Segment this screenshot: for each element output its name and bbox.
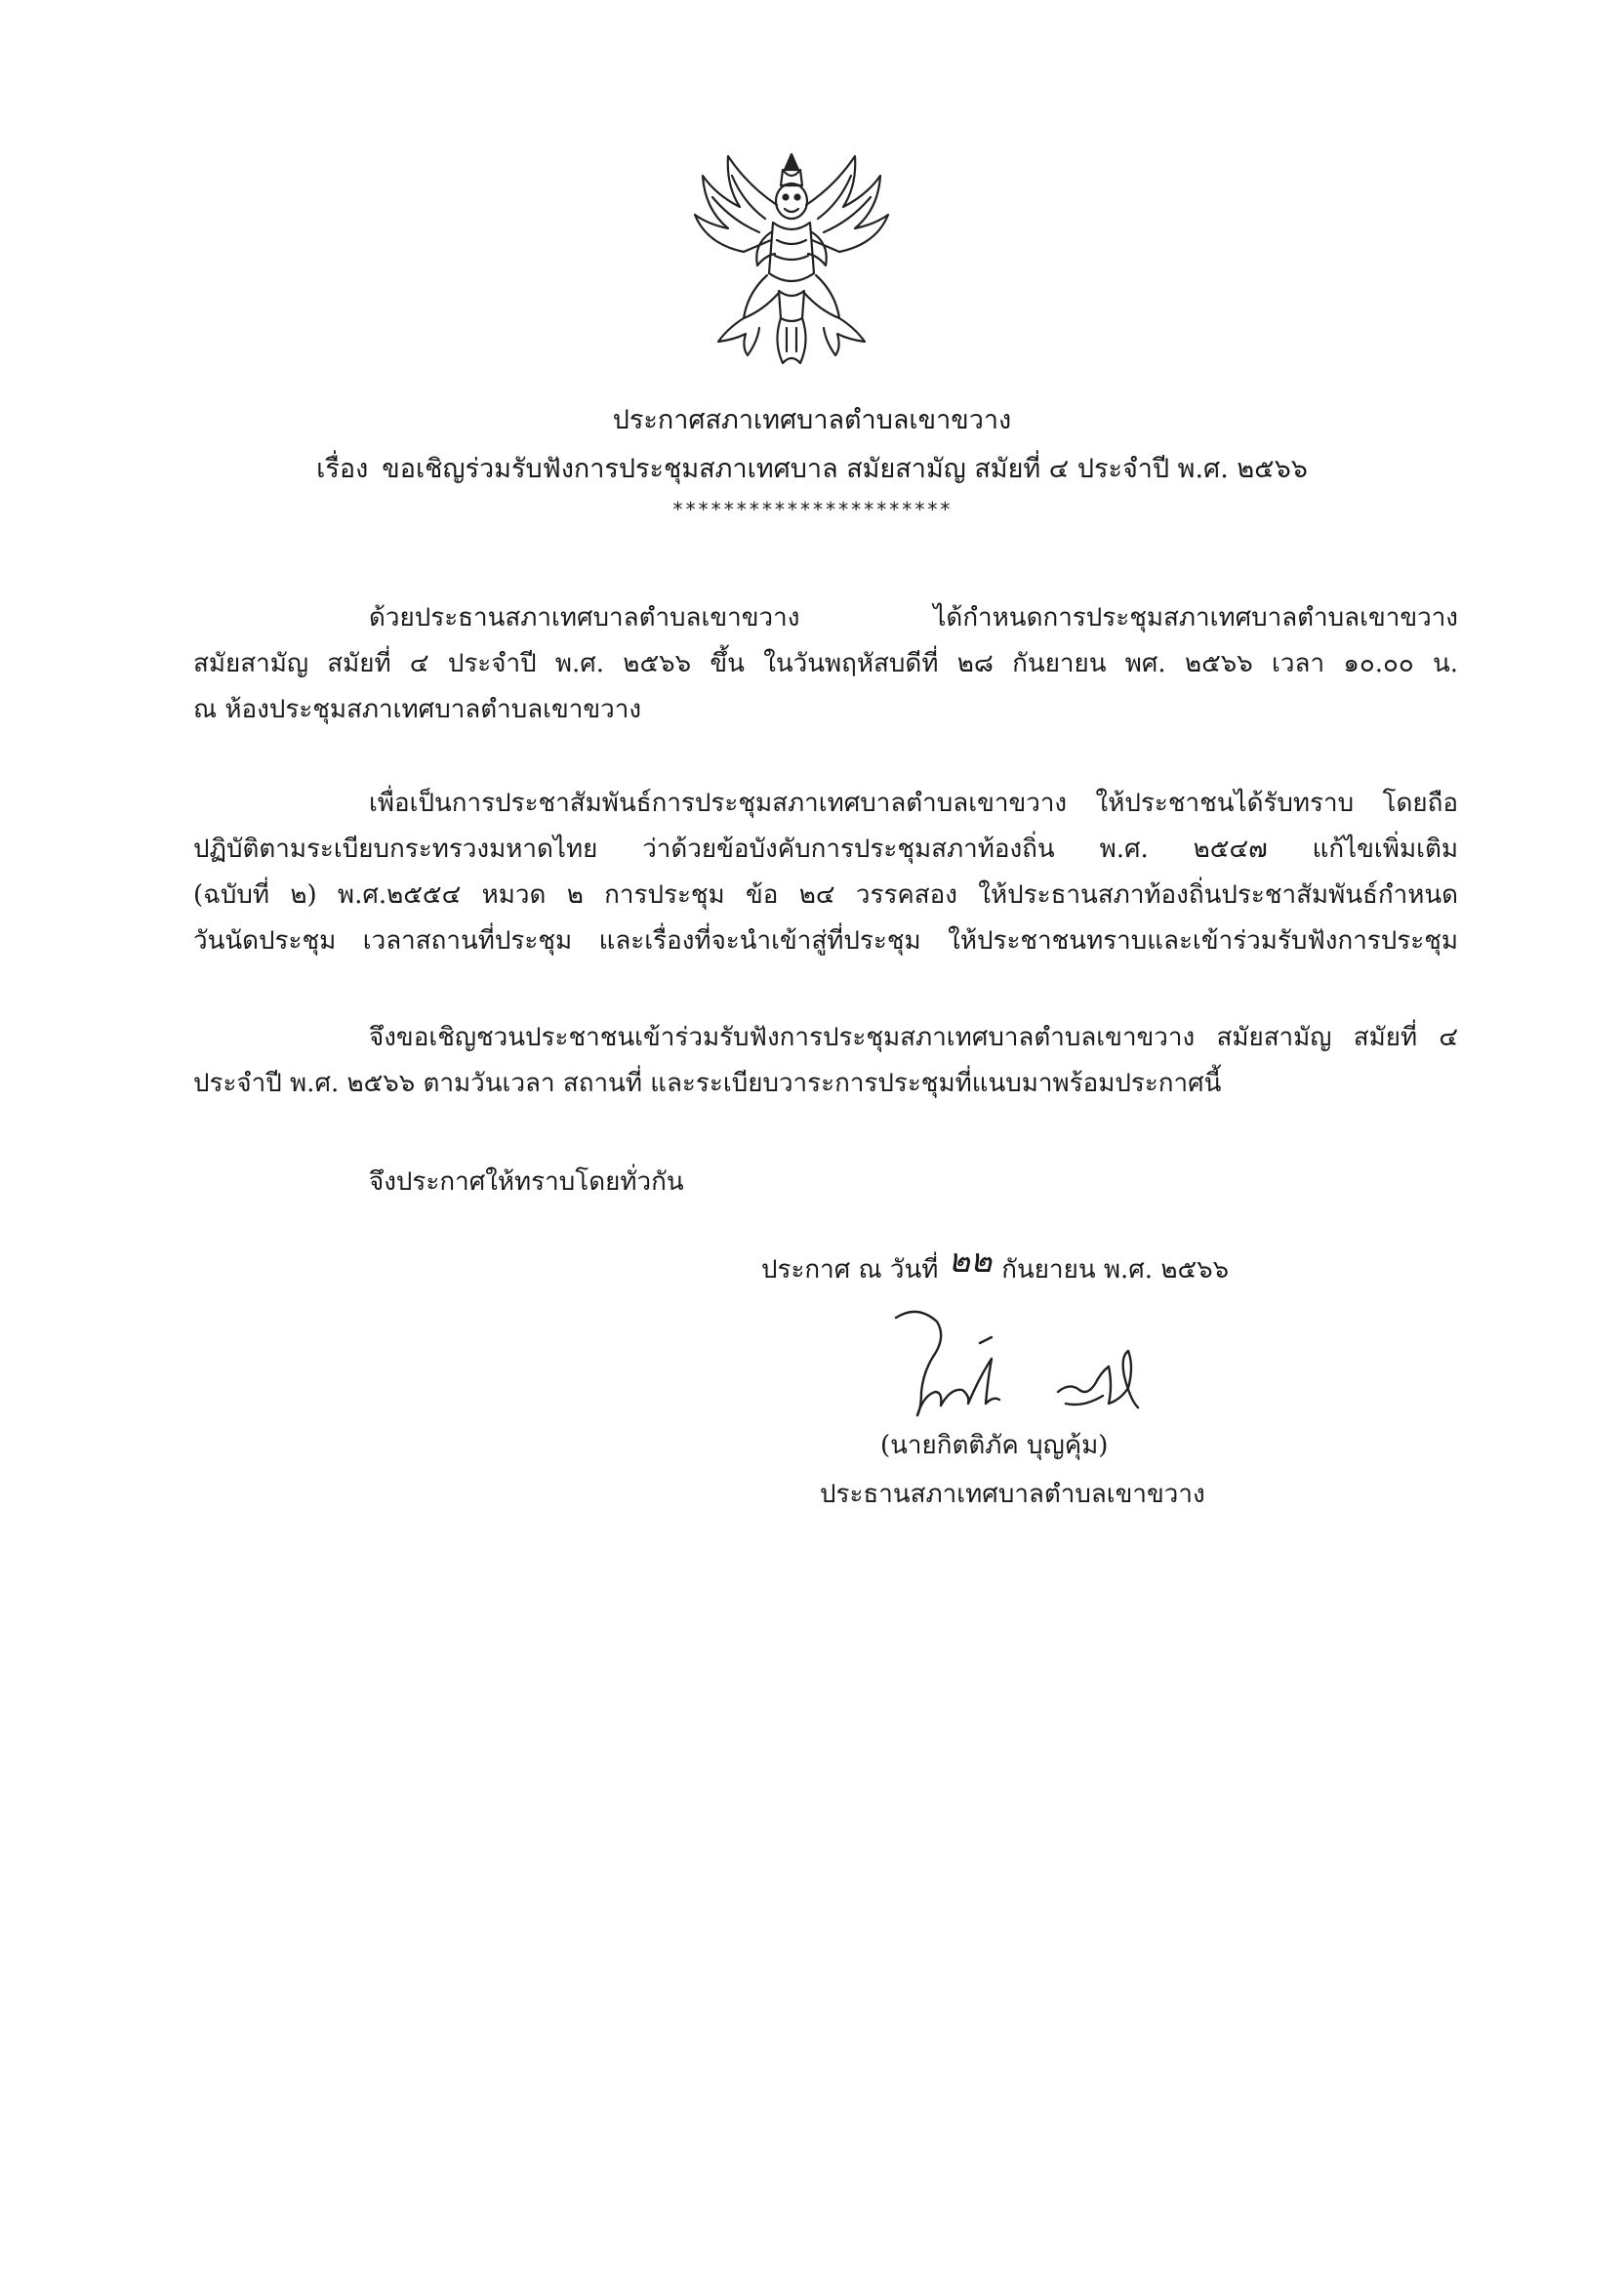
paragraph-1-line-1: ด้วยประธานสภาเทศบาลตำบลเขาขวาง ได้กำหนดการประชุมสภาเทศบาลตำบลเขาขวาง: [369, 603, 1458, 632]
subject-line: [0, 447, 1624, 489]
subject-text: ขอเชิญร่วมรับฟังการประชุมสภาเทศบาล สมัยสามัญ สมัยที่ ๔ ประจำปี พ.ศ. ๒๕๖๖: [382, 454, 1308, 484]
garuda-emblem-icon: [689, 146, 894, 371]
handwritten-signature: [878, 1298, 1161, 1425]
paragraph-2-line-2: ปฏิบัติตามระเบียบกระทรวงมหาดไทย ว่าด้วยข้อบังคับการประชุมสภาท้องถิ่น พ.ศ. ๒๕๔๗ แก้ไขเพิ่มเติม: [193, 835, 1458, 864]
paragraph-2-line-4: วันนัดประชุม เวลาสถานที่ประชุม และเรื่องที่จะนำเข้าสู่ที่ประชุม ให้ประชาชนทราบและเข้าร่วมรับฟังการประชุม: [193, 926, 1458, 956]
paragraph-3-line-1: จึงขอเชิญชวนประชาชนเข้าร่วมรับฟังการประชุมสภาเทศบาลตำบลเขาขวาง สมัยสามัญ สมัยที่ ๔: [369, 1023, 1458, 1052]
paragraph-3: [193, 1015, 1458, 1107]
paragraph-3-line-2: ประจำปี พ.ศ. ๒๕๖๖ ตามวันเวลา สถานที่ และระเบียบวาระการประชุมที่แนบมาพร้อมประกาศนี้: [193, 1069, 1222, 1098]
paragraph-2-line-3: (ฉบับที่ ๒) พ.ศ.๒๕๕๔ หมวด ๒ การประชุม ข้อ ๒๔ วรรคสอง ให้ประธานสภาท้องถิ่นประชาสัมพันธ์กำหนด: [193, 880, 1458, 910]
announcement-title: ประกาศสภาเทศบาลตำบลเขาขวาง: [612, 405, 1012, 435]
announcement-date: [761, 1240, 1229, 1292]
date-prefix: ประกาศ ณ วันที่: [761, 1255, 939, 1285]
paragraph-1-line-2: สมัยสามัญ สมัยที่ ๔ ประจำปี พ.ศ. ๒๕๖๖ ขึ้น ในวันพฤหัสบดีที่ ๒๘ กันยายน พศ. ๒๕๖๖ เวลา ๑๐.๐๐ น.: [193, 649, 1458, 678]
separator-stars: **********************: [671, 498, 953, 521]
date-day-handwritten: ๒๒: [948, 1242, 993, 1281]
paragraph-1-line-3: ณ ห้องประชุมสภาเทศบาลตำบลเขาขวาง: [193, 695, 642, 724]
signer-title: ประธานสภาเทศบาลตำบลเขาขวาง: [820, 1480, 1205, 1509]
paragraph-2-line-1: เพื่อเป็นการประชาสัมพันธ์การประชุมสภาเทศบาลตำบลเขาขวาง ให้ประชาชนได้รับทราบ โดยถือ: [369, 789, 1458, 818]
signer-name: (นายกิตติภัค บุญคุ้ม): [880, 1431, 1109, 1460]
paragraph-1: [193, 595, 1458, 733]
date-suffix: กันยายน พ.ศ. ๒๕๖๖: [1001, 1255, 1230, 1285]
paragraph-2: [193, 781, 1458, 964]
closing-statement: จึงประกาศให้ทราบโดยทั่วกัน: [369, 1167, 684, 1197]
subject-label: เรื่อง: [316, 454, 369, 484]
